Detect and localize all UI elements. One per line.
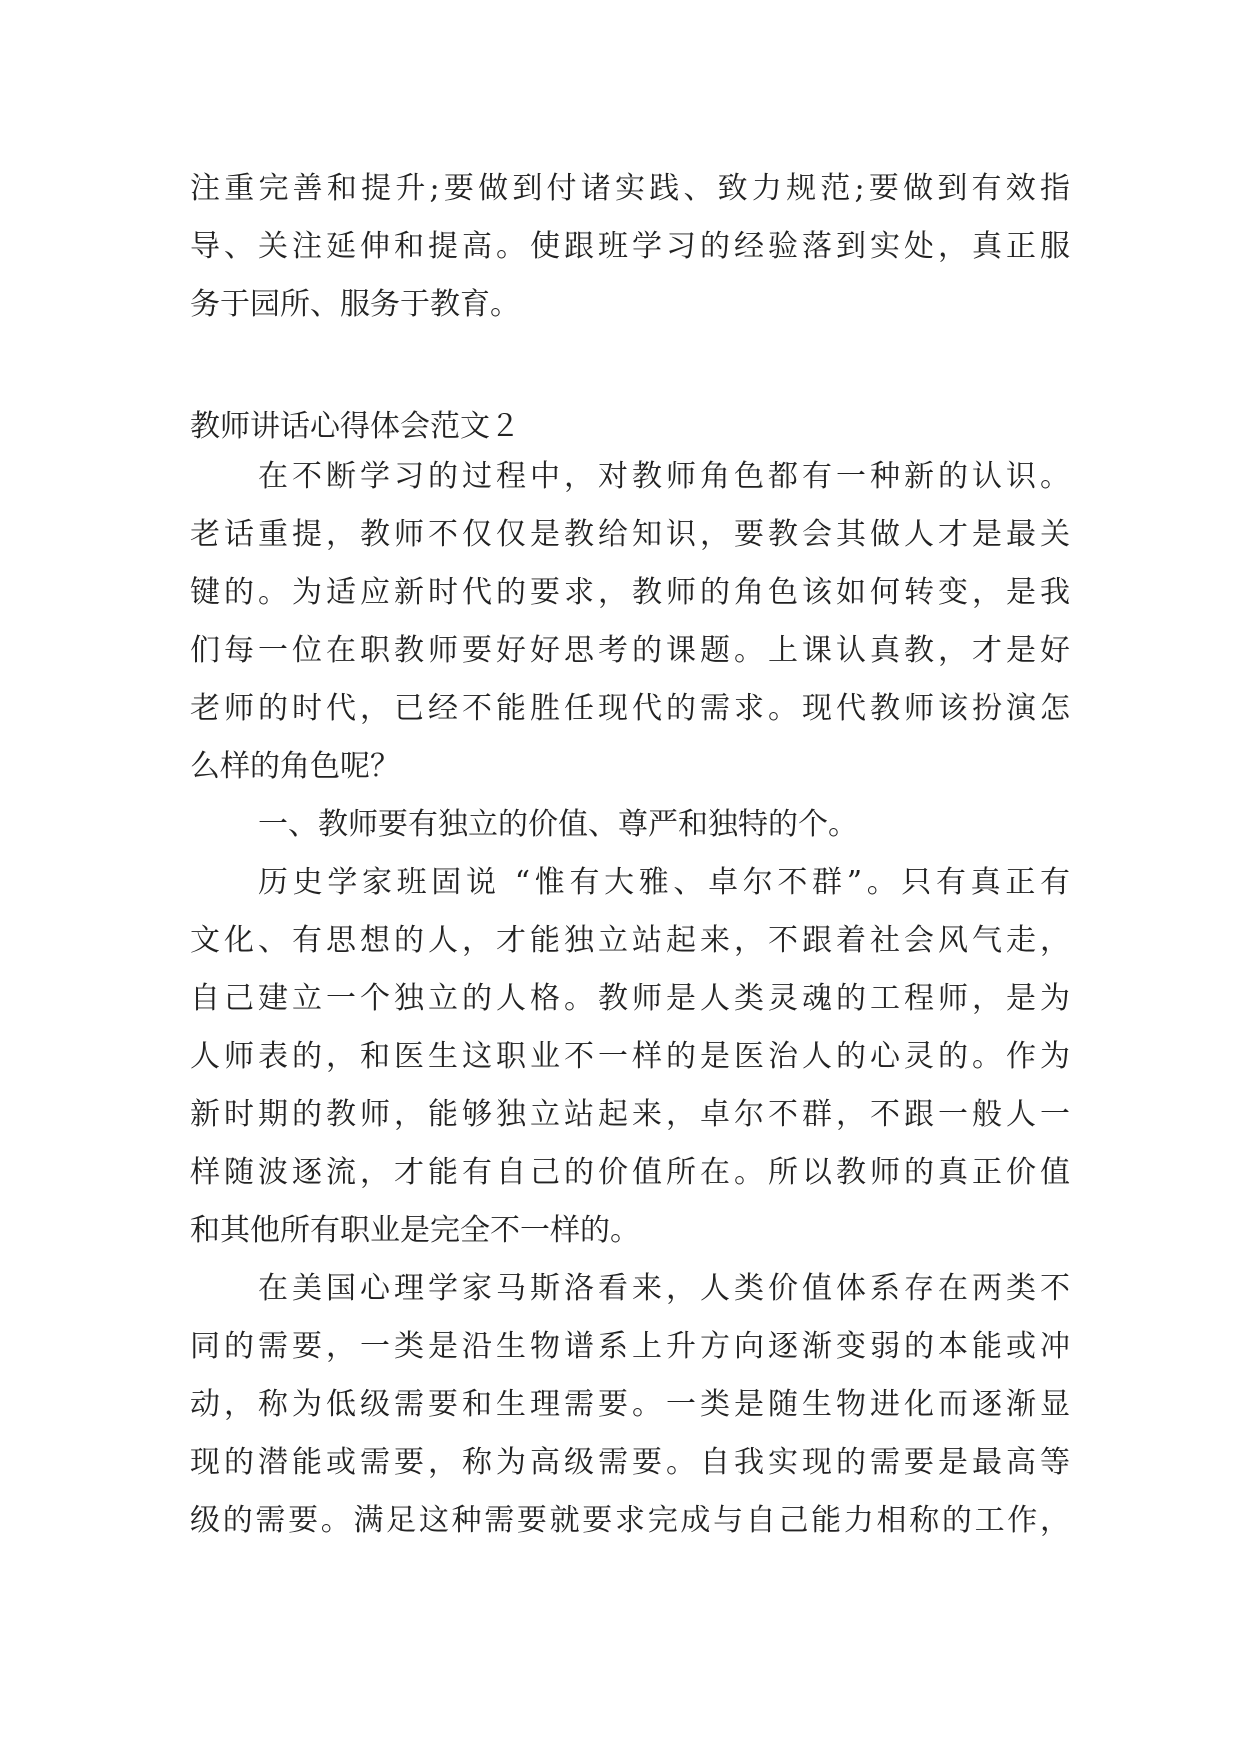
text-line: 样随波逐流，才能有自己的价值所在。所以教师的真正价值 [190,1155,1070,1190]
paragraph-3 [190,854,1070,1260]
text-line: 一、教师要有独立的价值、尊严和独特的个。 [258,807,858,842]
text-line: 老师的时代，已经不能胜任现代的需求。现代教师该扮演怎 [190,691,1070,726]
text-line: 老话重提，教师不仅仅是教给知识，要教会其做人才是最关 [190,517,1070,552]
text-line: 现的潜能或需要，称为高级需要。自我实现的需要是最高等 [190,1445,1070,1480]
text-line: 在不断学习的过程中，对教师角色都有一种新的认识。 [258,459,1070,494]
section-body [190,448,1070,1550]
text-line: 和其他所有职业是完全不一样的。 [190,1213,640,1248]
text-line: 文化、有思想的人，才能独立站起来，不跟着社会风气走， [190,923,1070,958]
paragraph-2 [190,796,1070,854]
text-line: 新时期的教师，能够独立站起来，卓尔不群，不跟一般人一 [190,1097,1070,1132]
text-line: 么样的角色呢？ [190,749,400,784]
text-line: 历史学家班固说 “惟有大雅、卓尔不群”。只有真正有 [258,865,1070,900]
paragraph-4 [190,1260,1070,1550]
text-line: 人师表的，和医生这职业不一样的是医治人的心灵的。作为 [190,1039,1070,1074]
section-title: 教师讲话心得体会范文２ [190,409,520,444]
text-line: 同的需要，一类是沿生物谱系上升方向逐渐变弱的本能或冲 [190,1329,1070,1364]
text-line: 们每一位在职教师要好好思考的课题。上课认真教，才是好 [190,633,1070,668]
text-line: 导、关注延伸和提高。使跟班学习的经验落到实处，真正服 [190,229,1070,264]
text-line: 务于园所、服务于教育。 [190,287,520,322]
text-line: 在美国心理学家马斯洛看来，人类价值体系存在两类不 [258,1271,1070,1306]
text-line: 自己建立一个独立的人格。教师是人类灵魂的工程师，是为 [190,981,1070,1016]
text-line: 键的。为适应新时代的要求，教师的角色该如何转变，是我 [190,575,1070,610]
text-line: 注重完善和提升;要做到付诸实践、致力规范;要做到有效指 [190,171,1070,206]
text-line: 动，称为低级需要和生理需要。一类是随生物进化而逐渐显 [190,1387,1070,1422]
continuation-paragraph [190,160,1070,334]
text-line: 级的需要。满足这种需要就要求完成与自己能力相称的工作， [190,1503,1070,1538]
paragraph-1 [190,448,1070,796]
